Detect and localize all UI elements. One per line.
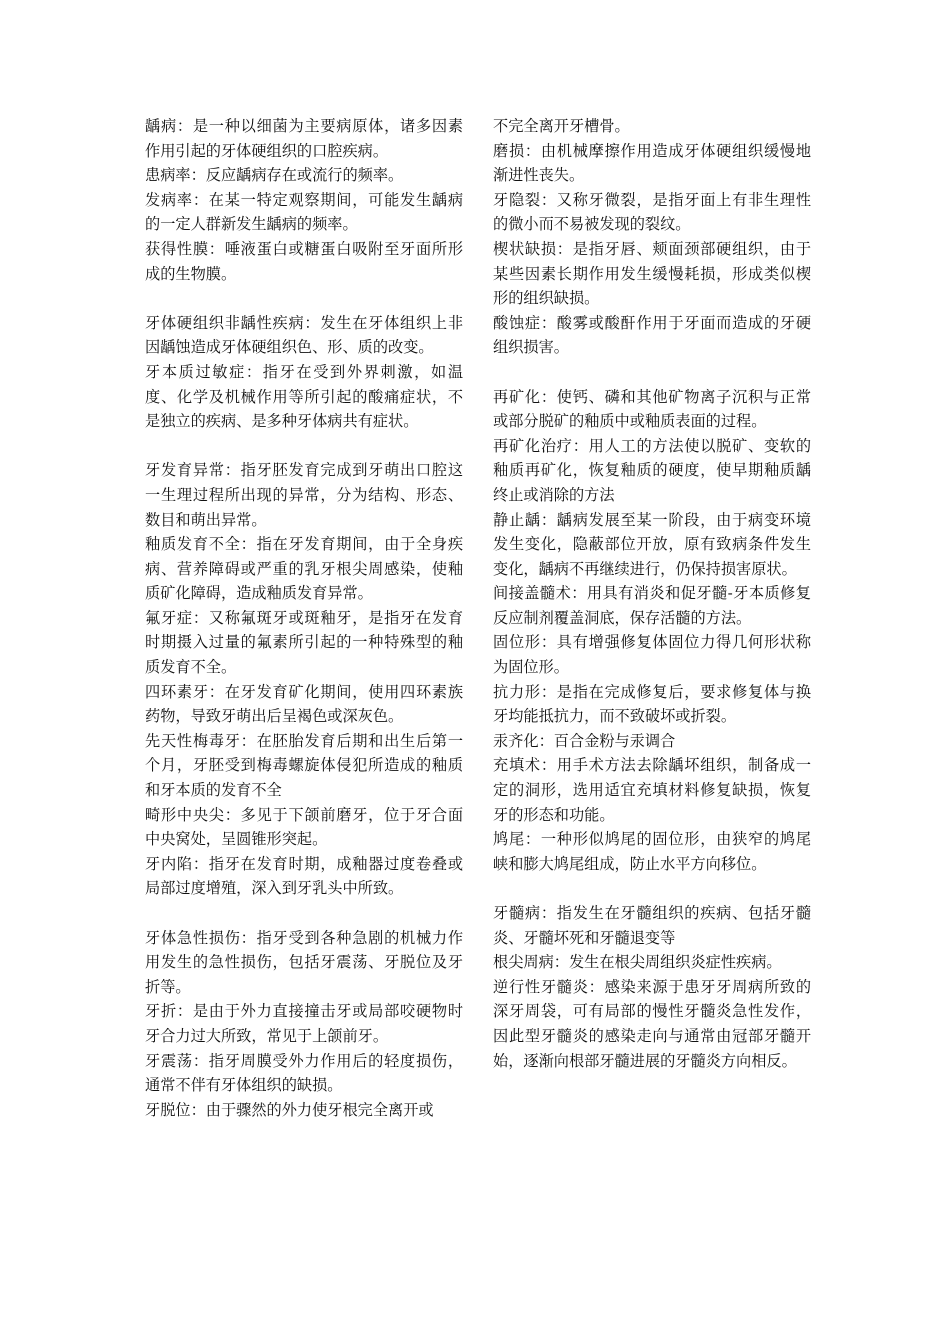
left-column xyxy=(145,114,463,1122)
term-definition: 牙发育异常：指牙胚发育完成到牙萌出口腔这一生理过程所出现的异常，分为结构、形态、数目和萌出异常。 xyxy=(145,461,463,529)
term-definition: 静止龋：龋病发展至某一阶段，由于病变环境发生变化，隐蔽部位开放，原有致病条件发生变化，龋病不再继续进行，仍保持损害原状。 xyxy=(493,510,811,578)
term-definition: 不完全离开牙槽骨。 xyxy=(493,117,630,135)
term-definition: 获得性膜：唾液蛋白或糖蛋白吸附至牙面所形成的生物膜。 xyxy=(145,239,463,283)
section-gap xyxy=(493,876,811,901)
term-definition: 牙髓病：指发生在牙髓组织的疾病、包括牙髓炎、牙髓坏死和牙髓退变等 xyxy=(493,904,811,947)
term-definition: 先天性梅毒牙：在胚胎发育后期和出生后第一个月，牙胚受到梅毒螺旋体侵犯所造成的釉质和牙本质的发育不全 xyxy=(145,731,463,800)
section-gap xyxy=(145,286,463,311)
term-definition: 酸蚀症：酸雾或酸酐作用于牙面而造成的牙硬组织损害。 xyxy=(493,313,811,357)
term-definition: 龋病：是一种以细菌为主要病原体，诸多因素作用引起的牙体硬组织的口腔疾病。 xyxy=(145,117,463,160)
right-column xyxy=(493,114,811,1073)
section-gap xyxy=(145,901,463,926)
term-definition: 釉质发育不全：指在牙发育期间，由于全身疾病、营养障碍或严重的乳牙根尖周感染，使釉质矿化障碍，造成釉质发育异常。 xyxy=(145,535,463,603)
term-definition: 再矿化：使钙、磷和其他矿物离子沉积与正常或部分脱矿的釉质中或釉质表面的过程。 xyxy=(493,387,811,431)
term-definition: 牙体硬组织非龋性疾病：发生在牙体组织上非因龋蚀造成牙体硬组织色、形、质的改变。 xyxy=(145,313,463,357)
term-definition: 间接盖髓术：用具有消炎和促牙髓-牙本质修复反应制剂覆盖洞底，保存活髓的方法。 xyxy=(493,584,811,627)
term-definition: 逆行性牙髓炎：感染来源于患牙牙周病所致的深牙周袋，可有局部的慢性牙髓炎急性发作，因此型牙髓炎的感染走向与通常由冠部牙髓开始，逐渐向根部牙髓进展的牙髓炎方向相反。 xyxy=(493,977,811,1070)
term-definition: 磨损：由机械摩擦作用造成牙体硬组织缓慢地渐进性丧失。 xyxy=(493,141,811,185)
term-definition: 牙本质过敏症：指牙在受到外界刺激，如温度、化学及机械作用等所引起的酸痛症状，不是独立的疾病、是多种牙体病共有症状。 xyxy=(145,362,463,431)
term-definition: 楔状缺损：是指牙唇、颊面颈部硬组织，由于某些因素长期作用发生缓慢耗损，形成类似楔形的组织缺损。 xyxy=(493,239,811,308)
term-definition: 固位形：具有增强修复体固位力得几何形状称为固位形。 xyxy=(493,633,811,677)
term-definition: 牙震荡：指牙周膜受外力作用后的轻度损伤，通常不伴有牙体组织的缺损。 xyxy=(145,1051,463,1095)
term-definition: 发病率：在某一特定观察期间，可能发生龋病的一定人群新发生龋病的频率。 xyxy=(145,190,463,234)
term-definition: 氟牙症：又称氟斑牙或斑釉牙，是指牙在发育时期摄入过量的氟素所引起的一种特殊型的釉质发育不全。 xyxy=(145,608,463,677)
term-definition: 鸠尾：一种形似鸠尾的固位形，由狭窄的鸠尾峡和膨大鸠尾组成，防止水平方向移位。 xyxy=(493,830,811,873)
section-gap xyxy=(145,434,463,459)
term-definition: 牙折：是由于外力直接撞击牙或局部咬硬物时牙合力过大所致，常见于上颌前牙。 xyxy=(145,1002,463,1045)
term-definition: 牙隐裂：又称牙微裂，是指牙面上有非生理性的微小而不易被发现的裂纹。 xyxy=(493,190,811,234)
term-definition: 抗力形：是指在完成修复后，要求修复体与换牙均能抵抗力，而不致破坏或折裂。 xyxy=(493,682,811,726)
term-definition: 汞齐化：百合金粉与汞调合 xyxy=(493,731,676,750)
term-definition: 四环素牙：在牙发育矿化期间，使用四环素族药物，导致牙萌出后呈褐色或深灰色。 xyxy=(145,682,463,726)
term-definition: 根尖周病：发生在根尖周组织炎症性疾病。 xyxy=(493,953,782,972)
term-definition: 再矿化治疗：用人工的方法使以脱矿、变软的釉质再矿化，恢复釉质的硬度，使早期釉质龋终止或消除的方法 xyxy=(493,436,811,504)
term-definition: 牙脱位：由于骤然的外力使牙根完全离开或 xyxy=(145,1100,434,1119)
term-definition: 畸形中央尖：多见于下颌前磨牙，位于牙合面中央窝处，呈圆锥形突起。 xyxy=(145,805,463,849)
term-definition: 患病率：反应龋病存在或流行的频率。 xyxy=(145,166,404,185)
section-gap xyxy=(493,360,811,385)
term-definition: 牙体急性损伤：指牙受到各种急剧的机械力作用发生的急性损伤，包括牙震荡、牙脱位及牙折等。 xyxy=(145,928,463,996)
term-definition: 充填术：用手术方法去除龋坏组织，制备成一定的洞形，选用适宜充填材料修复缺损，恢复牙的形态和功能。 xyxy=(493,756,811,824)
term-definition: 牙内陷：指牙在发育时期，成釉器过度卷叠或局部过度增殖，深入到牙乳头中所致。 xyxy=(145,854,463,898)
